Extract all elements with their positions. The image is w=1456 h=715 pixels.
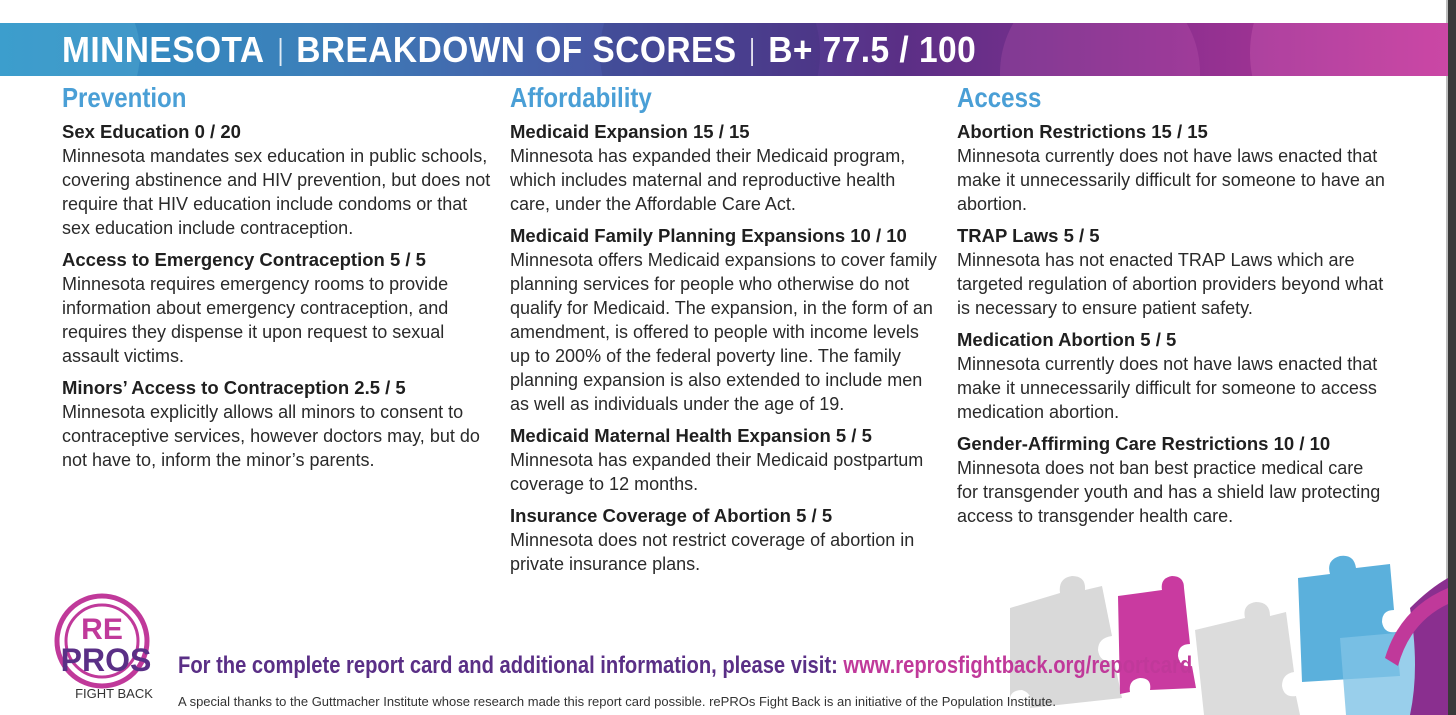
access-column (957, 82, 1387, 536)
score-item-title: Medication Abortion 5 / 5 (957, 329, 1177, 350)
access-heading: Access (957, 82, 1042, 113)
state-name: MINNESOTA (62, 29, 265, 70)
repros-fight-back-logo (52, 593, 170, 703)
score-item-text: Minnesota currently does not have laws enacted that make it unnecessarily difficult for someone to access medication abortion. (957, 354, 1378, 422)
score-item-title: Abortion Restrictions 15 / 15 (957, 121, 1208, 142)
score-item-text: Minnesota does not restrict coverage of abortion in private insurance plans. (510, 530, 915, 574)
score-item-text: Minnesota has not enacted TRAP Laws which are targeted regulation of abortion providers beyond what is necessary to ensure patient safety. (957, 250, 1384, 318)
score-item (62, 248, 492, 368)
score-item-text: Minnesota requires emergency rooms to provide information about emergency contraception, and requires they dispense it upon request to sexual assault victims. (62, 274, 449, 366)
score-item (957, 120, 1387, 216)
page-title (62, 29, 976, 71)
score-item-title: Minors’ Access to Contraception 2.5 / 5 (62, 377, 406, 398)
footer-text: For the complete report card and additional information, please visit: (178, 652, 838, 679)
score-item (62, 120, 492, 240)
score-item-title: Medicaid Family Planning Expansions 10 / 10 (510, 225, 907, 246)
score-item-title: TRAP Laws 5 / 5 (957, 225, 1100, 246)
score-item-text: Minnesota currently does not have laws enacted that make it unnecessarily difficult for someone to have an abortion. (957, 146, 1385, 214)
score-item-title: Access to Emergency Contraception 5 / 5 (62, 249, 426, 270)
logo-text: FIGHT BACK (75, 686, 153, 701)
score-item-text: Minnesota explicitly allows all minors to consent to contraceptive services, however doctors may, but do not have to, inform the minor’s parents. (62, 402, 480, 470)
score-item-text: Minnesota has expanded their Medicaid postpartum coverage to 12 months. (510, 450, 924, 494)
score-item-text: Minnesota offers Medicaid expansions to cover family planning services for people who otherwise do not qualify for Medicaid. The expansion, in the form of an amendment, is offered to people with income levels up to 200% of the federal poverty line. The family planning expansion is also extended to include men as well as individuals under the age of 19. (510, 250, 937, 414)
score-item (957, 224, 1387, 320)
report-card-link[interactable]: www.reprosfightback.org/reportcard (843, 652, 1193, 679)
title-separator (279, 38, 281, 66)
breakdown-label: BREAKDOWN OF SCORES (296, 29, 737, 70)
score-item-title: Sex Education 0 / 20 (62, 121, 241, 142)
score-item (510, 424, 940, 496)
score-item-title: Gender-Affirming Care Restrictions 10 / 10 (957, 433, 1331, 454)
score-item-text: Minnesota does not ban best practice medical care for transgender youth and has a shield law protecting access to transgender health care. (957, 458, 1381, 526)
overall-grade: B+ 77.5 / 100 (768, 29, 977, 70)
score-item (957, 432, 1387, 528)
banner-decoration (1000, 23, 1200, 76)
title-separator (751, 38, 753, 66)
score-item (510, 224, 940, 416)
puzzle-pieces-graphic (990, 548, 1448, 715)
score-item-title: Insurance Coverage of Abortion 5 / 5 (510, 505, 833, 526)
logo-text: PROS (60, 642, 152, 678)
page-edge (1448, 0, 1456, 715)
puzzle-piece-grey (1010, 576, 1122, 708)
affordability-heading: Affordability (510, 82, 652, 113)
affordability-column (510, 82, 940, 584)
score-item-text: Minnesota mandates sex education in public schools, covering abstinence and HIV prevention, but does not require that HIV education include condoms or that sex education include contraception. (62, 146, 491, 238)
score-item (510, 120, 940, 216)
banner-decoration (1250, 23, 1448, 76)
score-item-title: Medicaid Expansion 15 / 15 (510, 121, 750, 142)
footer-call-to-action (178, 652, 1192, 680)
logo-text: RE (81, 613, 123, 646)
score-item (957, 328, 1387, 424)
footer-acknowledgement: A special thanks to the Guttmacher Institute whose research made this report card possible. rePROs Fight Back is an initiative of the Population Institute. (178, 694, 1056, 709)
score-item-text: Minnesota has expanded their Medicaid program, which includes maternal and reproductive health care, under the Affordable Care Act. (510, 146, 906, 214)
score-item (62, 376, 492, 472)
score-item (510, 504, 940, 576)
puzzle-piece-grey (1195, 602, 1300, 715)
header-banner (0, 23, 1448, 76)
prevention-column (62, 82, 492, 480)
score-item-title: Medicaid Maternal Health Expansion 5 / 5 (510, 425, 872, 446)
prevention-heading: Prevention (62, 82, 187, 113)
